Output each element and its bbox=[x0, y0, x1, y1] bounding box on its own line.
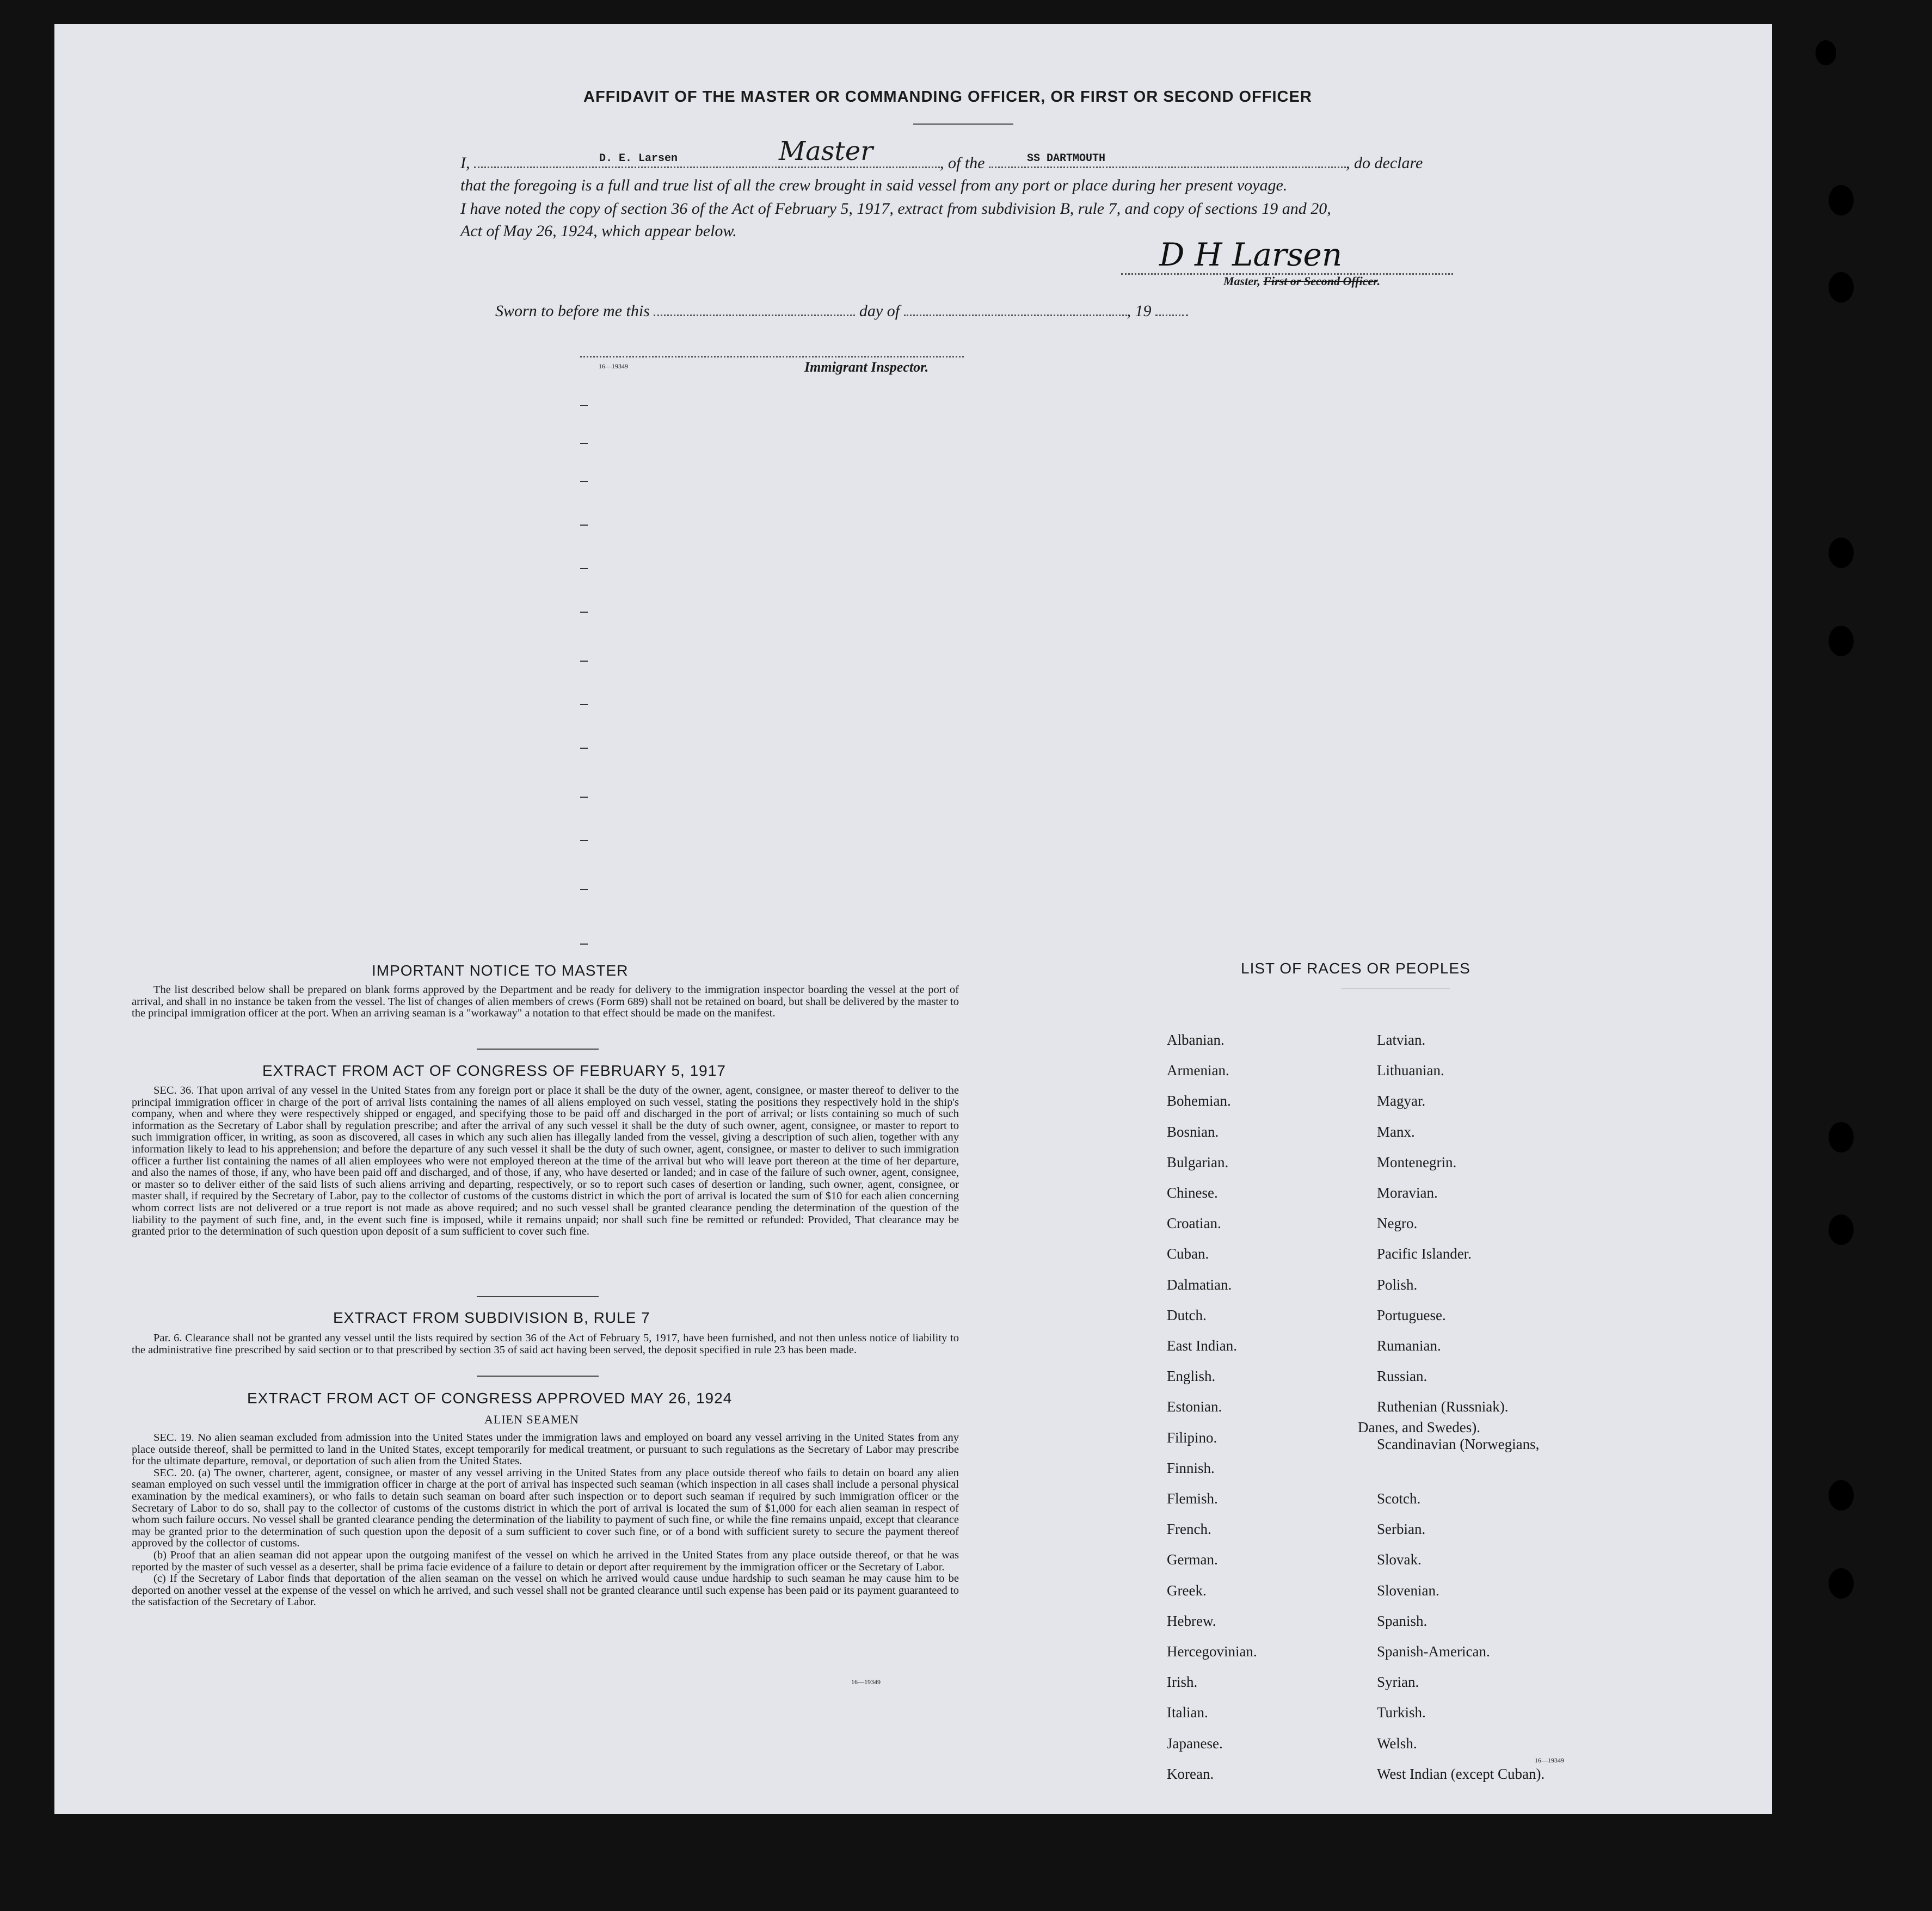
race-item: Polish. bbox=[1377, 1276, 1418, 1293]
punch-hole bbox=[1829, 185, 1854, 215]
margin-tick bbox=[580, 797, 588, 798]
punch-hole bbox=[1829, 1480, 1854, 1511]
name-handwritten: Master bbox=[779, 136, 873, 167]
punch-hole bbox=[1829, 1122, 1854, 1152]
sec-20c-text: (c) If the Secretary of Labor finds that deportation of the alien seaman on the vessel on which he arrived would cause undue hardship to such seaman he may cause him to be deported on another vessel at the expense of the vessel on which he arrived, and such vessel shall not be granted clearance until such expense has been paid or its payment guaranteed to the satisfaction of the Secretary of Labor. bbox=[132, 1573, 959, 1608]
margin-tick bbox=[580, 748, 588, 749]
day-of-label: day of bbox=[859, 302, 900, 320]
race-item: Spanish. bbox=[1377, 1612, 1428, 1629]
title-rule bbox=[913, 124, 1013, 125]
race-item: Moravian. bbox=[1377, 1185, 1438, 1201]
race-item: Pacific Islander. bbox=[1377, 1246, 1472, 1262]
margin-tick bbox=[580, 944, 588, 945]
margin-tick bbox=[580, 525, 588, 526]
race-item: Irish. bbox=[1167, 1674, 1198, 1691]
margin-tick bbox=[580, 443, 588, 444]
notice-title: IMPORTANT NOTICE TO MASTER bbox=[372, 962, 629, 979]
do-declare-label: , do declare bbox=[1346, 154, 1423, 172]
sec-19-text: SEC. 19. No alien seaman excluded from admission into the United States under the immigration laws and employed on board any vessel arriving in the United States from any place outside thereof, shall be permitted to land in the United States, except temporarily for medical treatment, or pursuant to such regulations as the Secretary of Labor may prescribe for the ultimate departure, removal, or deportation of such alien from the United States. bbox=[132, 1432, 959, 1468]
inspector-caption: Immigrant Inspector. bbox=[804, 359, 929, 375]
punch-hole bbox=[1829, 1215, 1854, 1245]
race-item: Scandinavian (Norwegians, bbox=[1377, 1435, 1540, 1452]
sig-struck: First or Second Officer bbox=[1263, 274, 1377, 288]
affidavit-line-4: Act of May 26, 1924, which appear below. bbox=[460, 222, 737, 240]
race-item: Danes, and Swedes). bbox=[1358, 1419, 1480, 1435]
affidavit-i: I, bbox=[460, 154, 470, 172]
sec-36-text: SEC. 36. That upon arrival of any vessel in the United States from any foreign port or place it shall be the duty of the owner, agent, consignee, or master thereof to deliver to the principal immigration officer in charge of the port of arrival lists containing the names of all aliens employed on such vessel, stating the positions they respectively hold in the ship's company, when and where they were respectively shipped or engaged, and specifying those to be paid off and discharged in the port of arrival; or lists containing so much of such information as the Secretary of Labor shall by regulation prescribe; and after the arrival of any such vessel it shall be the duty of such owner, agent, consignee, or master to report to such immigration officer, in writing, as soon as discovered, all cases in which any such alien has illegally landed from the vessel, giving a description of such alien, together with any information likely to lead to his apprehension; and before the departure of any such vessel it shall be the duty of such owner, agent, consignee, or master to deliver to such immigration officer a further list containing the names of all alien employees who were not employed thereon at the time of the arrival but who will leave port thereon at the time of her departure, and also the names of those, if any, who have been paid off and discharged, and of those, if any, who have deserted or landed; and in case of the failure of such owner, agent, consignee, or master so to deliver either of the said lists of such aliens arriving and departing, respectively, or so to report such cases of desertion or landing, such owner, agent, consignee, or master shall, if required by the Secretary of Labor, pay to the collector of customs of the customs district in which the port of arrival is located the sum of $10 for each alien concerning whom correct lists are not delivered or a true report is not made as above required; and no such vessel shall be granted clearance pending the determination of the question of the liability to the payment of such fine, and, in the event such fine is imposed, while it remains unpaid; nor shall such fine be remitted or refunded: Provided, That clearance may be granted prior to the determination of such question upon deposit of a sum sufficient to cover such fine. bbox=[132, 1084, 959, 1238]
margin-tick bbox=[580, 405, 588, 406]
margin-tick bbox=[580, 661, 588, 662]
extract-1924-body bbox=[132, 1432, 959, 1608]
race-item: Ruthenian (Russniak). bbox=[1377, 1398, 1509, 1415]
race-item: Flemish. bbox=[1167, 1490, 1218, 1507]
race-item: Serbian. bbox=[1377, 1521, 1426, 1538]
race-item: Lithuanian. bbox=[1377, 1062, 1444, 1079]
notice-text: The list described below shall be prepared on blank forms approved by the Department and be ready for delivery to the immigration inspector boarding the vessel at the port of arrival, and shall in no instance be taken from the vessel. The list of changes of alien members of crews (Form 689) shall not be retained on board, but shall be delivered by the master to the principal immigration officer at the port. When an arriving seaman is a "workaway" a notation to that effect should be made on the manifest. bbox=[132, 984, 959, 1020]
race-item: Scotch. bbox=[1377, 1490, 1421, 1507]
race-item: Slovak. bbox=[1377, 1551, 1422, 1568]
year-label: , 19 bbox=[1127, 302, 1152, 320]
race-item: Portuguese. bbox=[1377, 1306, 1446, 1323]
race-item: Albanian. bbox=[1167, 1032, 1225, 1048]
sworn-year-field bbox=[1155, 300, 1188, 316]
sig-master: Master, bbox=[1223, 274, 1260, 288]
race-item: Bosnian. bbox=[1167, 1123, 1219, 1140]
vessel-typed: SS DARTMOUTH bbox=[1027, 152, 1106, 165]
races-form-number: 16—19349 bbox=[1535, 1756, 1564, 1764]
signature-caption bbox=[1223, 274, 1380, 288]
race-item: Hebrew. bbox=[1167, 1612, 1216, 1629]
vessel-field bbox=[989, 150, 1346, 168]
punch-hole bbox=[1829, 538, 1854, 568]
section-rule bbox=[477, 1296, 599, 1297]
punch-hole bbox=[1829, 626, 1854, 656]
race-item: Turkish. bbox=[1377, 1704, 1426, 1721]
race-item: Rumanian. bbox=[1377, 1337, 1441, 1354]
race-item: Slovenian. bbox=[1377, 1582, 1439, 1599]
race-item: Korean. bbox=[1167, 1765, 1214, 1782]
race-item: Spanish-American. bbox=[1377, 1643, 1490, 1660]
race-item: German. bbox=[1167, 1551, 1218, 1568]
race-item: Estonian. bbox=[1167, 1398, 1222, 1415]
punch-hole bbox=[1816, 40, 1836, 65]
sworn-month-field bbox=[904, 300, 1127, 316]
punch-hole bbox=[1829, 272, 1854, 303]
race-item: Russian. bbox=[1377, 1368, 1428, 1385]
master-signature: D H Larsen bbox=[1159, 236, 1343, 273]
races-title: LIST OF RACES OR PEOPLES bbox=[1241, 960, 1470, 977]
of-the-label: , of the bbox=[940, 154, 985, 172]
race-item: Chinese. bbox=[1167, 1185, 1218, 1201]
race-item: French. bbox=[1167, 1521, 1211, 1538]
race-item: Manx. bbox=[1377, 1123, 1415, 1140]
sworn-day-field bbox=[654, 300, 855, 316]
section-rule bbox=[477, 1049, 599, 1050]
affidavit-title: AFFIDAVIT OF THE MASTER OR COMMANDING OFFICER, OR FIRST OR SECOND OFFICER bbox=[583, 88, 1312, 106]
name-typed: D. E. Larsen bbox=[599, 152, 678, 165]
affidavit-line-1 bbox=[460, 136, 1423, 172]
race-item: Dutch. bbox=[1167, 1306, 1207, 1323]
section-rule bbox=[477, 1376, 599, 1377]
race-item: West Indian (except Cuban). bbox=[1377, 1765, 1545, 1782]
sworn-label: Sworn to before me this bbox=[495, 302, 650, 320]
race-item: Latvian. bbox=[1377, 1032, 1426, 1048]
race-item: Finnish. bbox=[1167, 1459, 1215, 1476]
inspector-line bbox=[580, 356, 964, 357]
document-page bbox=[54, 24, 1772, 1814]
extract-1924-title: EXTRACT FROM ACT OF CONGRESS APPROVED MAY 26, 1924 bbox=[247, 1390, 733, 1407]
race-item: Bohemian. bbox=[1167, 1093, 1231, 1109]
rule-7-body bbox=[132, 1333, 959, 1356]
alien-seamen-subtitle: ALIEN SEAMEN bbox=[484, 1413, 579, 1426]
affidavit-line-3: I have noted the copy of section 36 of the Act of February 5, 1917, extract from subdivision B, rule 7, and copy of sections 19 and 20, bbox=[460, 200, 1331, 218]
race-item: Dalmatian. bbox=[1167, 1276, 1232, 1293]
notice-body bbox=[132, 984, 959, 1020]
race-item: Magyar. bbox=[1377, 1093, 1426, 1109]
race-item: Italian. bbox=[1167, 1704, 1208, 1721]
extract-1917-title: EXTRACT FROM ACT OF CONGRESS OF FEBRUARY 5, 1917 bbox=[262, 1062, 726, 1079]
affidavit-form-number: 16—19349 bbox=[599, 362, 628, 370]
race-item: English. bbox=[1167, 1368, 1216, 1385]
race-item: Bulgarian. bbox=[1167, 1154, 1229, 1170]
race-item: Welsh. bbox=[1377, 1735, 1417, 1752]
race-item: Cuban. bbox=[1167, 1246, 1209, 1262]
race-item: Negro. bbox=[1377, 1215, 1418, 1232]
race-item: East Indian. bbox=[1167, 1337, 1237, 1354]
race-item: Filipino. bbox=[1167, 1429, 1217, 1446]
race-item: Japanese. bbox=[1167, 1735, 1223, 1752]
race-item: Syrian. bbox=[1377, 1674, 1419, 1691]
sig-period: . bbox=[1377, 274, 1381, 288]
extract-1917-body bbox=[132, 1085, 959, 1238]
race-item: Croatian. bbox=[1167, 1215, 1221, 1232]
punch-hole bbox=[1829, 1568, 1854, 1599]
affidavit-line-2: that the foregoing is a full and true list of all the crew brought in said vessel from any port or place during her present voyage. bbox=[460, 176, 1288, 194]
sec-20b-text: (b) Proof that an alien seaman did not appear upon the outgoing manifest of the vessel on which he arrived in the United States from any place outside thereof, or that he was reported by the master of such vessel as a deserter, shall be prima facie evidence of a failure to detain or deport after requirement by the immigration officer or the Secretary of Labor. bbox=[132, 1549, 959, 1573]
race-item: Greek. bbox=[1167, 1582, 1207, 1599]
margin-tick bbox=[580, 840, 588, 841]
extract-form-number: 16—19349 bbox=[851, 1678, 881, 1686]
margin-tick bbox=[580, 568, 588, 569]
margin-tick bbox=[580, 889, 588, 890]
margin-tick bbox=[580, 612, 588, 613]
sworn-line bbox=[495, 300, 1188, 320]
name-field bbox=[474, 136, 940, 168]
par-6-text: Par. 6. Clearance shall not be granted any vessel until the lists required by section 36 of the Act of February 5, 1917, have been furnished, and not then unless notice of liability to the administrative fine prescribed by said section or to that prescribed by section 35 of said act having been served, the deposit specified in rule 23 has been made. bbox=[132, 1332, 959, 1356]
race-item: Montenegrin. bbox=[1377, 1154, 1457, 1170]
race-item: Armenian. bbox=[1167, 1062, 1229, 1079]
margin-tick bbox=[580, 481, 588, 482]
rule-7-title: EXTRACT FROM SUBDIVISION B, RULE 7 bbox=[333, 1309, 650, 1326]
sec-20a-text: SEC. 20. (a) The owner, charterer, agent, consignee, or master of any vessel arriving in the United States from any place outside thereof who fails to detain on board any alien seaman employed on such vessel until the immigration officer in charge at the port of arrival has inspected such seaman (which inspection in all cases shall include a personal physical examination by the medical examiners), or who fails to detain such seaman on board after such inspection or to deport such seaman if required by such immigration officer or the Secretary of Labor to do so, shall pay to the collector of customs of the customs district in which the port of arrival is located the sum of $1,000 for each alien seaman in respect of whom such failure occurs. No vessel shall be granted clearance pending the determination of the liability to payment of such fine, or while the fine remains unpaid, except that clearance may be granted prior to the determination of such question upon the deposit of a sum sufficient to cover such fine, or of a bond with sufficient surety to secure the payment thereof approved by the collector of customs. bbox=[132, 1466, 959, 1550]
race-item: Hercegovinian. bbox=[1167, 1643, 1257, 1660]
margin-tick bbox=[580, 704, 588, 705]
